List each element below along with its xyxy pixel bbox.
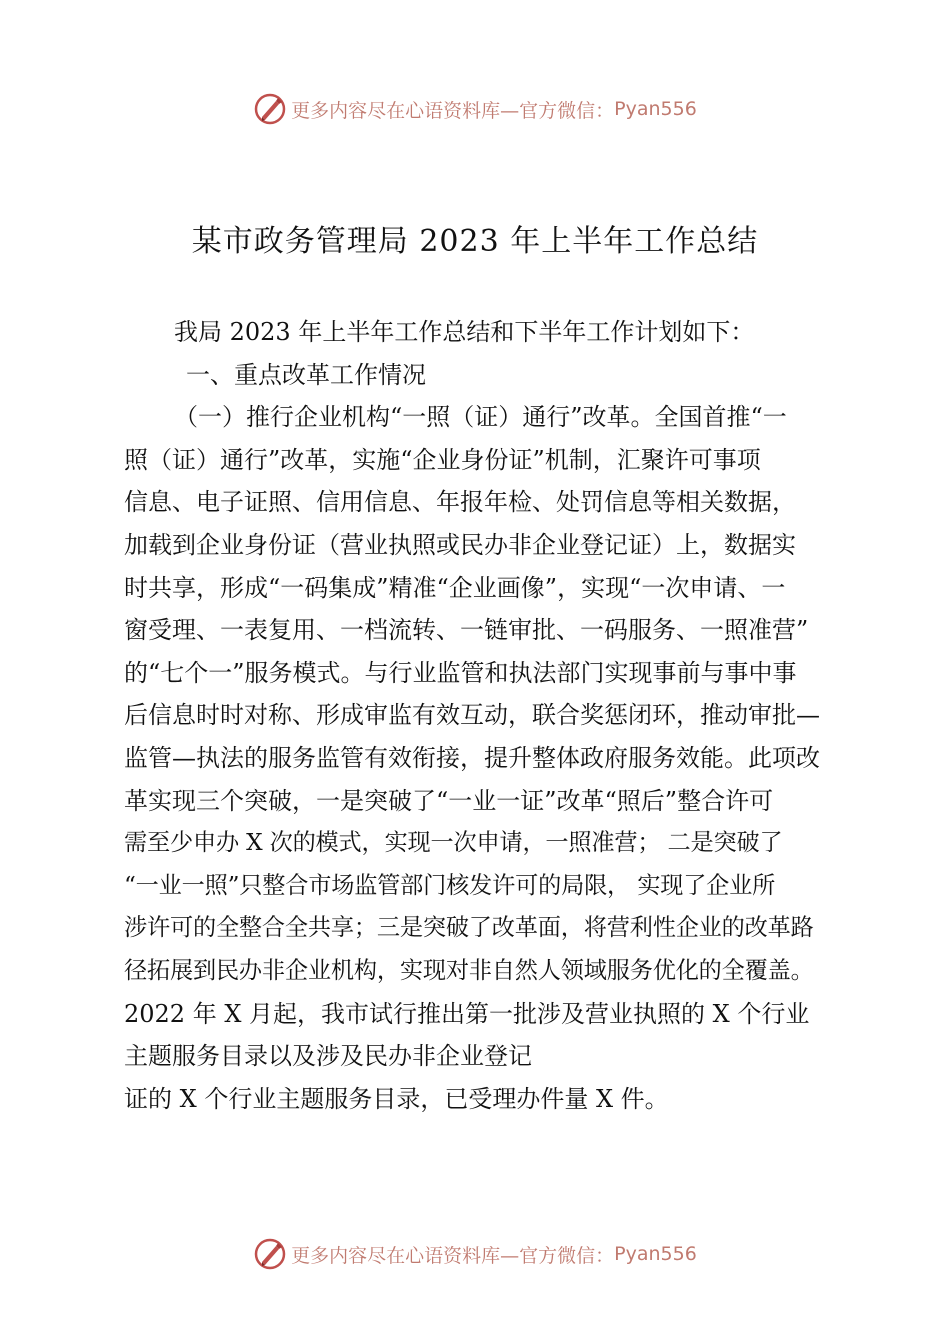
footer-watermark [0, 1234, 950, 1274]
watermark-wechat-id: Pyan556 [614, 1243, 697, 1265]
body-line: 涉许可的全整合全共享；三是突破了改革面，将营利性企业的改革路 [124, 914, 814, 942]
body-line: 窗受理、一表复用、一档流转、一链审批、一码服务、一照准营” [124, 616, 809, 645]
body-line: （一）推行企业机构“一照（证）通行”改革。全国首推“一 [174, 403, 787, 432]
body-line: 2022 年 X 月起，我市试行推出第一批涉及营业执照的 X 个行业 [124, 999, 810, 1028]
pen-circle-logo-icon [253, 92, 287, 126]
body-line: 径拓展到民办非企业机构，实现对非自然人领域服务优化的全覆盖。 [124, 956, 814, 984]
watermark-text: 更多内容尽在心语资料库—官方微信： [291, 1244, 615, 1267]
intro-paragraph: 我局 2023 年上半年工作总结和下半年工作计划如下： [174, 318, 755, 346]
body-line: 加载到企业身份证（营业执照或民办非企业登记证）上，数据实 [124, 530, 796, 559]
watermark-text: 更多内容尽在心语资料库—官方微信： [291, 99, 615, 122]
body-line: 革实现三个突破，一是突破了“一业一证”改革“照后”整合许可 [124, 786, 774, 815]
body-line: 主题服务目录以及涉及民办非企业登记 [124, 1042, 532, 1071]
body-line: 照（证）通行”改革，实施“企业身份证”机制，汇聚许可事项 [124, 445, 761, 474]
section-heading: 一、重点改革工作情况 [186, 360, 426, 389]
header-watermark [0, 89, 950, 129]
body-line: 信息、电子证照、信用信息、年报年检、处罚信息等相关数据， [124, 488, 796, 517]
document-title: 某市政务管理局 2023 年上半年工作总结 [191, 224, 759, 259]
body-line: 后信息时时对称、形成审监有效互动，联合奖惩闭环，推动审批— [124, 701, 820, 730]
body-line: “一业一照”只整合市场监管部门核发许可的局限， 实现了企业所 [124, 871, 776, 899]
body-line: 需至少申办 X 次的模式，实现一次申请，一照准营； 二是突破了 [124, 829, 783, 857]
watermark-wechat-id: Pyan556 [614, 98, 697, 120]
body-line: 的“七个一”服务模式。与行业监管和执法部门实现事前与事中事 [124, 658, 797, 687]
pen-circle-logo-icon [253, 1237, 287, 1271]
body-line: 证的 X 个行业主题服务目录，已受理办件量 X 件。 [124, 1084, 669, 1113]
body-line: 监管—执法的服务监管有效衔接，提升整体政府服务效能。此项改 [124, 743, 820, 772]
body-line: 时共享，形成“一码集成”精准“企业画像”，实现“一次申请、一 [124, 573, 786, 602]
document-body [124, 311, 844, 1120]
